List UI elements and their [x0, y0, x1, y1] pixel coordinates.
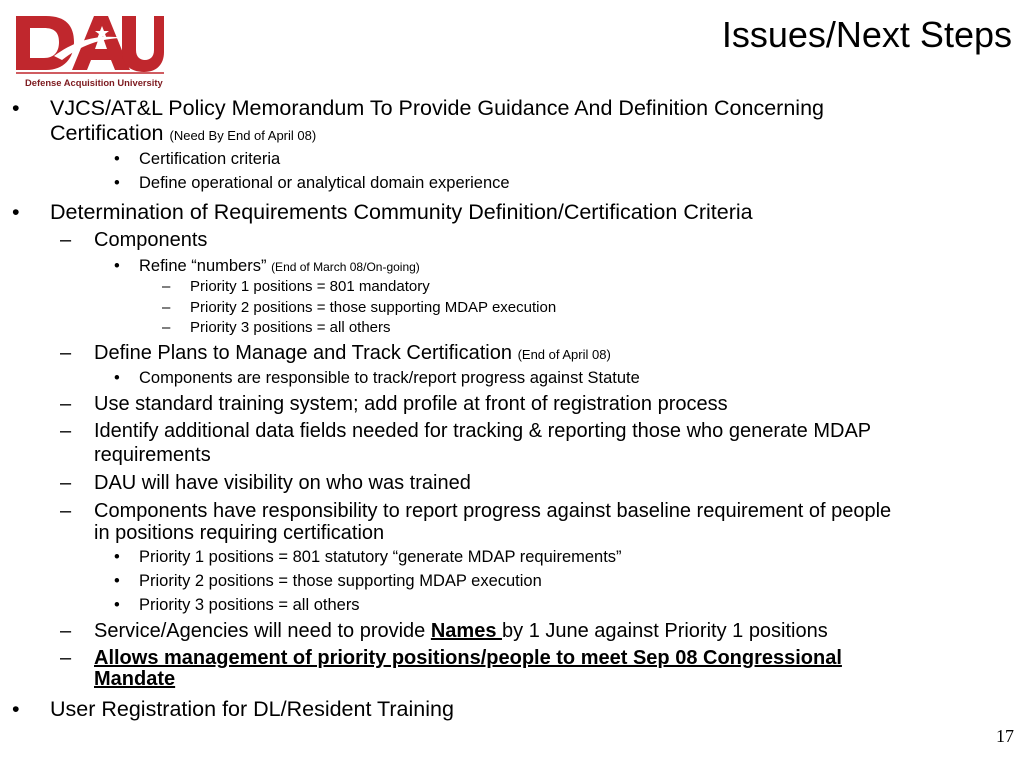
- deadline-note: (End of April 08): [517, 347, 611, 362]
- dash-marker: –: [60, 620, 72, 642]
- dash-marker: –: [162, 278, 171, 295]
- slide-title: Issues/Next Steps: [721, 14, 1012, 55]
- bullet-marker: •: [12, 697, 20, 721]
- bullet-marker: •: [114, 548, 120, 566]
- bullet-marker: •: [114, 596, 120, 614]
- page-number: 17: [996, 726, 1014, 746]
- sub-bullet-text: Priority 3 positions = all others: [139, 596, 360, 614]
- dash-text: Define Plans to Manage and Track Certification: [94, 342, 512, 364]
- dash-marker: –: [162, 319, 171, 336]
- dash-marker: –: [60, 647, 72, 669]
- sub-bullet-text: Define operational or analytical domain experience: [139, 174, 510, 192]
- dash-text-emphasis: Allows management of priority positions/people to meet Sep 08 Congressional: [94, 647, 842, 669]
- sub-bullet-text: Priority 1 positions = 801 statutory “generate MDAP requirements”: [139, 548, 622, 566]
- dash-text: in positions requiring certification: [94, 522, 385, 544]
- dash-text: Service/Agencies will need to provide: [94, 620, 431, 642]
- dash-marker: –: [60, 393, 72, 415]
- sub-bullet-text: Refine “numbers”: [139, 257, 267, 275]
- dash-text: by 1 June against Priority 1 positions: [502, 620, 828, 642]
- dash-marker: –: [60, 420, 72, 442]
- dash-marker: –: [60, 342, 72, 364]
- dau-logo-mark: [14, 12, 164, 74]
- dash-text-emphasis: Mandate: [94, 668, 176, 690]
- dash-text: Use standard training system; add profile at front of registration process: [94, 393, 728, 415]
- dau-logo: [14, 12, 164, 90]
- sub-dash-text: Priority 1 positions = 801 mandatory: [190, 278, 430, 295]
- dash-marker: –: [60, 472, 72, 494]
- bullet-text: Determination of Requirements Community Definition/Certification Criteria: [50, 200, 753, 224]
- bullet-marker: •: [12, 200, 20, 224]
- dash-marker: –: [162, 299, 171, 316]
- names-emphasis: Names: [430, 620, 503, 642]
- bullet-marker: •: [114, 572, 120, 590]
- logo-tagline: Defense Acquisition University: [25, 77, 163, 88]
- sub-bullet-text: Certification criteria: [139, 150, 281, 168]
- sub-bullet-text: Components are responsible to track/report progress against Statute: [139, 369, 640, 387]
- dash-text: DAU will have visibility on who was trained: [94, 472, 471, 494]
- dash-text: requirements: [94, 444, 211, 466]
- dash-text: Identify additional data fields needed for tracking & reporting those who generate MDAP: [94, 420, 872, 442]
- dash-text: Components have responsibility to report progress against baseline requirement of people: [94, 500, 892, 522]
- dash-marker: –: [60, 229, 72, 251]
- sub-dash-text: Priority 2 positions = those supporting MDAP execution: [190, 299, 557, 316]
- bullet-marker: •: [114, 369, 120, 387]
- bullet-text: User Registration for DL/Resident Training: [50, 697, 454, 721]
- bullet-marker: •: [114, 174, 120, 192]
- sub-bullet-text: Priority 2 positions = those supporting MDAP execution: [139, 572, 542, 590]
- dash-marker: –: [60, 500, 72, 522]
- bullet-marker: •: [114, 257, 120, 275]
- deadline-note: (End of March 08/On-going): [271, 260, 420, 274]
- bullet-marker: •: [114, 150, 120, 168]
- bullet-marker: •: [12, 96, 20, 120]
- sub-dash-text: Priority 3 positions = all others: [190, 319, 391, 336]
- bullet-text: Certification: [50, 121, 164, 145]
- bullet-text: VJCS/AT&L Policy Memorandum To Provide Guidance And Definition Concerning: [50, 96, 824, 120]
- dash-text: Components: [94, 229, 208, 251]
- deadline-note: (Need By End of April 08): [169, 128, 317, 143]
